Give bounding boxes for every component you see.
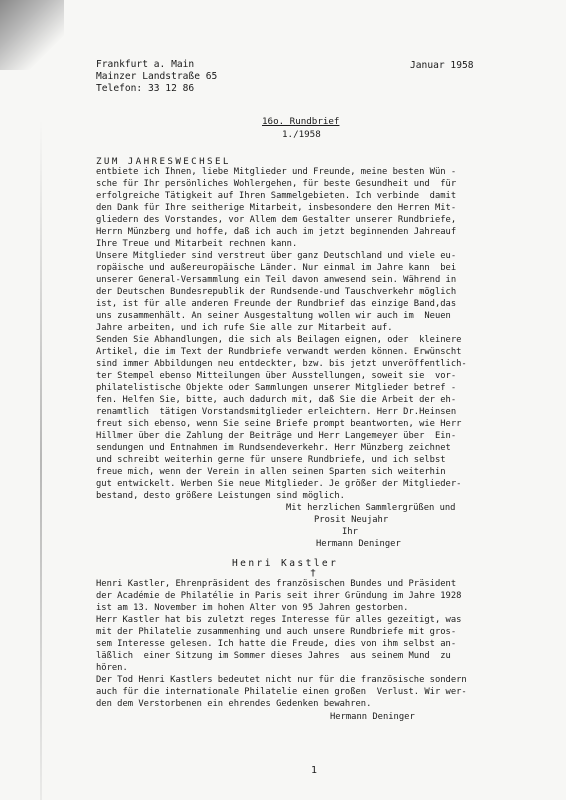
circular-title: 16o. Rundbrief	[262, 116, 340, 127]
body-line: fen. Helfen Sie, bitte, auch dadurch mit, daß Sie die Arbeit der eh-	[96, 395, 457, 405]
body-line: sem Interesse gelesen. Ich hatte die Freude, dies von ihm selbst an-	[96, 639, 457, 649]
body-line: ist, ist für alle anderen Freunde der Rundbrief das einzige Band,das	[96, 299, 457, 309]
body-line: ropäische und außereuropäische Länder. Nur einmal im Jahre kann bei	[96, 263, 457, 273]
body-line: Unsere Mitglieder sind verstreut über ganz Deutschland und viele eu-	[96, 251, 457, 261]
body-line: ter Stempel ebenso Mitteilungen über Ausstellungen, soweit sie vor-	[96, 371, 457, 381]
body-line: bestand, desto größere Leistungen sind möglich.	[96, 491, 345, 501]
body-line: erfolgreiche Tätigkeit auf Ihren Sammelgebieten. Ich verbinde damit	[96, 191, 457, 201]
body-line: läßlich einer Sitzung im Sommer dieses Jahres aus seinem Mund zu	[96, 651, 451, 661]
body-line: Herr Kastler hat bis zuletzt reges Interesse für alles gezeitigt, was	[96, 615, 462, 625]
sender-phone: Telefon: 33 12 86	[96, 83, 195, 94]
body-line: Hillmer über die Zahlung der Beiträge und Herr Langemeyer über Ein-	[96, 431, 457, 441]
closing-greeting: Mit herzlichen Sammlergrüßen und	[286, 503, 456, 513]
body-line: Senden Sie Abhandlungen, die sich als Beilagen eignen, oder kleinere	[96, 335, 462, 345]
body-line: freue mich, wenn der Verein in allen seinen Sparten sich weiterhin	[96, 467, 446, 477]
closing-new-year: Prosit Neujahr	[314, 515, 389, 525]
body-line: sind immer Abbildungen neu entdeckter, bzw. bis jetzt unveröffentlich-	[96, 359, 467, 369]
circular-number: 1./1958	[282, 129, 321, 140]
body-line: Herrn Münzberg und hoffe, daß ich auch im jetzt beginnenden Jahreauf	[96, 227, 457, 237]
body-line: den Dank für Ihre seitherige Mitarbeit, insbesondere den Herren Mit-	[96, 203, 457, 213]
section-heading-new-year: ZUM JAHRESWECHSEL	[96, 156, 231, 167]
body-line: renamtlich tätigen Vorstandsmitglieder erleichtern. Herr Dr.Heinsen	[96, 407, 457, 417]
sender-city: Frankfurt a. Main	[96, 59, 195, 70]
body-line: und schreibt weiterhin gerne für unsere Rundbriefe, und ich selbst	[96, 455, 446, 465]
body-line: unserer General-Versammlung ein Teil davon anwesend sein. Während in	[96, 275, 457, 285]
section-heading-obituary: Henri Kastler	[232, 558, 339, 569]
body-line: Der Tod Henri Kastlers bedeutet nicht nur für die französische sondern	[96, 675, 467, 685]
obituary-signature: Hermann Deninger	[330, 712, 415, 722]
body-line: den dem Verstorbenen ein ehrendes Gedenken bewahren.	[96, 699, 372, 709]
body-line: Jahre arbeiten, und ich rufe Sie alle zur Mitarbeit auf.	[96, 323, 393, 333]
page-number: 1	[311, 765, 318, 776]
body-line: entbiete ich Ihnen, liebe Mitglieder und Freunde, meine besten Wün -	[96, 167, 457, 177]
cross-symbol: †	[310, 568, 317, 579]
closing-signature: Hermann Deninger	[316, 539, 401, 549]
body-line: Henri Kastler, Ehrenpräsident des französischen Bundes und Präsident	[96, 579, 457, 589]
sender-street: Mainzer Landstraße 65	[96, 71, 218, 82]
body-line: philatelistische Objekte oder Sammlungen unserer Mitglieder betref -	[96, 383, 457, 393]
body-line: mit der Philatelie zusammenhing und auch unsere Rundbriefe mit gros-	[96, 627, 457, 637]
body-line: Artikel, die im Text der Rundbriefe verwandt werden können. Erwünscht	[96, 347, 462, 357]
body-line: freut sich ebenso, wenn Sie seine Briefe prompt beantworten, wie Herr	[96, 419, 462, 429]
body-line: ist am 13. November im hohen Alter von 95 Jahren gestorben.	[96, 603, 409, 613]
body-line: auch für die internationale Philatelie einen großen Verlust. Wir wer-	[96, 687, 467, 697]
body-line: sendungen und Entnahmen im Rundsendeverkehr. Herr Münzberg zeichnet	[96, 443, 451, 453]
body-line: der Académie de Philatélie in Paris seit ihrer Gründung im Jahre 1928	[96, 591, 462, 601]
closing-ihr: Ihr	[342, 527, 358, 537]
body-line: gut entwickelt. Werben Sie neue Mitglieder. Je größer der Mitglieder-	[96, 479, 462, 489]
body-line: uns zusammenhält. An seiner Ausgestaltung wollen wir auch im Neuen	[96, 311, 451, 321]
letter-date: Januar 1958	[410, 60, 474, 71]
body-line: gliedern des Vorstandes, vor Allem dem Gestalter unserer Rundbriefe,	[96, 215, 457, 225]
scan-shadow-edge	[40, 120, 42, 800]
body-line: der Deutschen Bundesrepublik der Rundsende-und Tauschverkehr möglich	[96, 287, 457, 297]
body-line: sche für Ihr persönliches Wohlergehen, für beste Gesundheit und für	[96, 179, 457, 189]
body-line: Ihre Treue und Mitarbeit rechnen kann.	[96, 239, 298, 249]
body-line: hören.	[96, 663, 128, 673]
scan-shadow-corner	[0, 0, 64, 70]
